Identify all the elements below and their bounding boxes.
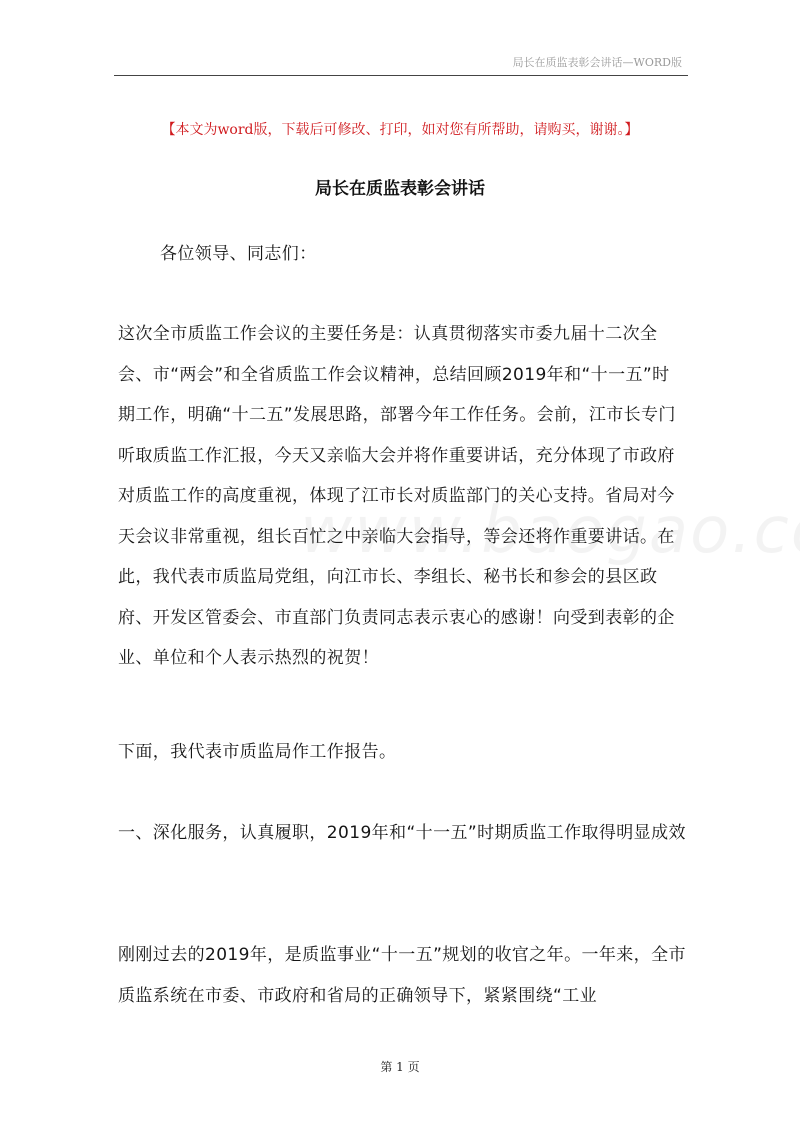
body-paragraph-report: 下面，我代表市质监局作工作报告。 [118,742,397,762]
section-heading-1: 一、深化服务，认真履职，2019年和“十一五”时期质监工作取得明显成效 [118,823,686,843]
body-paragraph-2019: 刚刚过去的2019年，是质监事业“十一五”规划的收官之年。一年来，全市质监系统在市委、市政府和省局的正确领导下，紧紧围绕“工业 [118,945,686,1006]
download-notice: 【本文为word版，下载后可修改、打印，如对您有所帮助，请购买，谢谢。】 [161,122,639,138]
body-paragraph-intro: 这次全市质监工作会议的主要任务是：认真贯彻落实市委九届十二次全会、市“两会”和全省质监工作会议精神，总结回顾2019年和“十一五”时期工作，明确“十二五”发展思路，部署今年工作任务。会前，江市长专门听取质监工作汇报，今天又亲临大会并将作重要讲话，充分体现了市政府对质监工作的高度重视，体现了江市长对质监部门的关心支持。省局对今天会议非常重视，组长百忙之中亲临大会指导，等会还将作重要讲话。在此，我代表市质监局党组，向江市长、李组长、秘书长和参会的县区政府、开发区管委会、市直部门负责同志表示衷心的感谢！向受到表彰的企业、单位和个人表示热烈的祝贺！ [118,324,676,668]
salutation: 各位领导、同志们： [160,244,317,264]
page-number: 第 1 页 [380,1060,420,1074]
watermark [300,494,800,568]
header-divider [114,75,688,76]
running-header: 局长在质监表彰会讲话—WORD版 [512,56,682,69]
document-title: 局长在质监表彰会讲话 [315,179,485,199]
